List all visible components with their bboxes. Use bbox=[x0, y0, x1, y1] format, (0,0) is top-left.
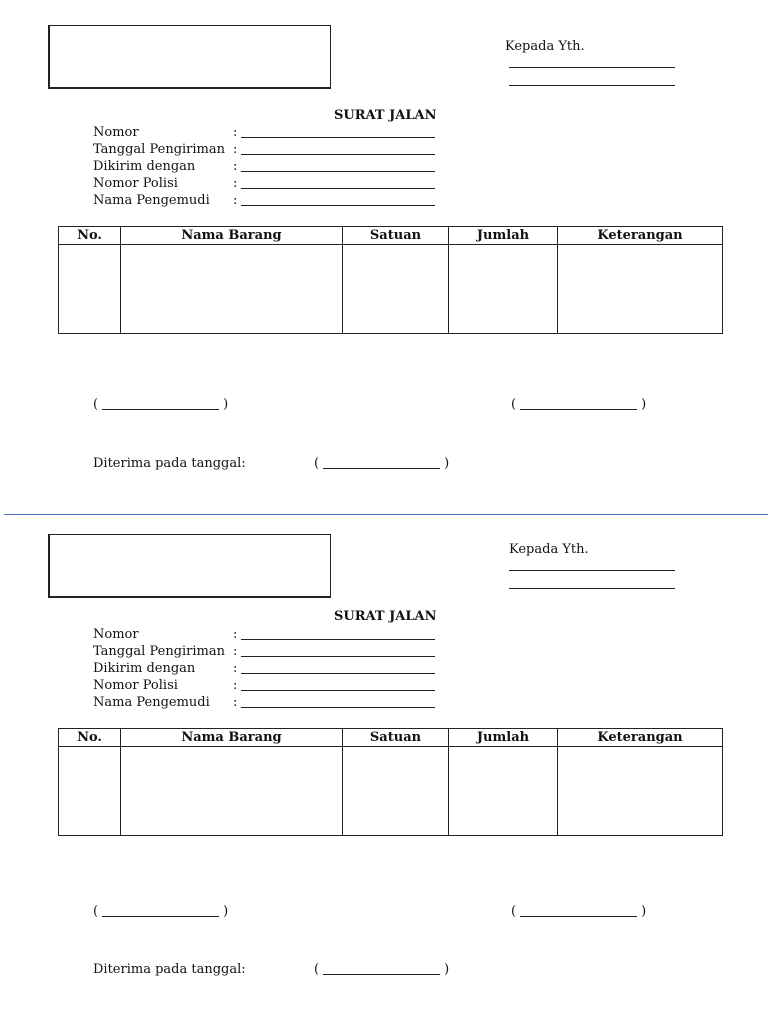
paren-close: ) bbox=[641, 397, 647, 412]
field-colon: : bbox=[233, 125, 238, 140]
table-cell-nama-barang[interactable] bbox=[121, 747, 343, 836]
field-input-tanggal-pengiriman[interactable] bbox=[241, 154, 435, 155]
field-label-dikirim-dengan: Dikirim dengan bbox=[93, 661, 196, 676]
field-label-nomor-polisi: Nomor Polisi bbox=[93, 176, 178, 191]
items-table bbox=[58, 728, 723, 836]
receiver-signature bbox=[511, 904, 646, 919]
column-header-keterangan: Keterangan bbox=[558, 729, 723, 747]
items-table bbox=[58, 226, 723, 334]
field-colon: : bbox=[233, 142, 238, 157]
field-input-dikirim-dengan[interactable] bbox=[241, 171, 435, 172]
paren-open: ( bbox=[314, 962, 320, 977]
recipient-line-1[interactable] bbox=[509, 67, 675, 68]
recipient-label: Kepada Yth. bbox=[505, 39, 585, 54]
field-colon: : bbox=[233, 678, 238, 693]
table-header-row bbox=[59, 227, 723, 245]
table-cell-keterangan[interactable] bbox=[558, 747, 723, 836]
field-label-nama-pengemudi: Nama Pengemudi bbox=[93, 193, 210, 208]
recipient-line-2[interactable] bbox=[509, 85, 675, 86]
received-signature-line[interactable] bbox=[323, 468, 440, 469]
recipient-label: Kepada Yth. bbox=[509, 542, 589, 557]
received-signature bbox=[314, 456, 449, 471]
column-header-keterangan: Keterangan bbox=[558, 227, 723, 245]
field-label-nomor-polisi: Nomor Polisi bbox=[93, 678, 178, 693]
recipient-line-2[interactable] bbox=[509, 588, 675, 589]
field-label-nama-pengemudi: Nama Pengemudi bbox=[93, 695, 210, 710]
field-label-tanggal-pengiriman: Tanggal Pengiriman bbox=[93, 142, 225, 157]
table-cell-jumlah[interactable] bbox=[449, 747, 558, 836]
paren-close: ) bbox=[444, 456, 450, 471]
field-input-nomor-polisi[interactable] bbox=[241, 690, 435, 691]
field-input-nama-pengemudi[interactable] bbox=[241, 707, 435, 708]
field-input-nomor[interactable] bbox=[241, 639, 435, 640]
paren-close: ) bbox=[444, 962, 450, 977]
table-header-row bbox=[59, 729, 723, 747]
receiver-signature-line[interactable] bbox=[520, 916, 637, 917]
sender-signature bbox=[93, 397, 228, 412]
field-colon: : bbox=[233, 695, 238, 710]
field-label-nomor: Nomor bbox=[93, 627, 139, 642]
paren-open: ( bbox=[314, 456, 320, 471]
column-header-satuan: Satuan bbox=[343, 729, 449, 747]
field-colon: : bbox=[233, 644, 238, 659]
recipient-line-1[interactable] bbox=[509, 570, 675, 571]
table-row bbox=[59, 747, 723, 836]
paren-close: ) bbox=[223, 397, 229, 412]
received-date-label: Diterima pada tanggal: bbox=[93, 456, 246, 471]
table-cell-satuan[interactable] bbox=[343, 747, 449, 836]
table-row bbox=[59, 245, 723, 334]
sender-signature-line[interactable] bbox=[102, 916, 219, 917]
table-cell-no[interactable] bbox=[59, 747, 121, 836]
paren-open: ( bbox=[93, 397, 99, 412]
column-header-jumlah: Jumlah bbox=[449, 227, 558, 245]
table-cell-keterangan[interactable] bbox=[558, 245, 723, 334]
field-input-nama-pengemudi[interactable] bbox=[241, 205, 435, 206]
page-divider bbox=[4, 514, 768, 515]
field-input-nomor[interactable] bbox=[241, 137, 435, 138]
field-colon: : bbox=[233, 176, 238, 191]
receiver-signature-line[interactable] bbox=[520, 409, 637, 410]
paren-open: ( bbox=[93, 904, 99, 919]
column-header-jumlah: Jumlah bbox=[449, 729, 558, 747]
field-label-nomor: Nomor bbox=[93, 125, 139, 140]
field-input-nomor-polisi[interactable] bbox=[241, 188, 435, 189]
table-cell-jumlah[interactable] bbox=[449, 245, 558, 334]
column-header-no: No. bbox=[59, 227, 121, 245]
field-input-tanggal-pengiriman[interactable] bbox=[241, 656, 435, 657]
column-header-nama-barang: Nama Barang bbox=[121, 227, 343, 245]
field-label-tanggal-pengiriman: Tanggal Pengiriman bbox=[93, 644, 225, 659]
paren-open: ( bbox=[511, 904, 517, 919]
document-title: SURAT JALAN bbox=[334, 609, 437, 624]
field-colon: : bbox=[233, 661, 238, 676]
document-title: SURAT JALAN bbox=[334, 108, 437, 123]
field-colon: : bbox=[233, 193, 238, 208]
column-header-satuan: Satuan bbox=[343, 227, 449, 245]
receiver-signature bbox=[511, 397, 646, 412]
company-logo-box bbox=[48, 25, 331, 89]
column-header-nama-barang: Nama Barang bbox=[121, 729, 343, 747]
received-signature-line[interactable] bbox=[323, 974, 440, 975]
field-colon: : bbox=[233, 627, 238, 642]
paren-open: ( bbox=[511, 397, 517, 412]
table-cell-satuan[interactable] bbox=[343, 245, 449, 334]
field-label-dikirim-dengan: Dikirim dengan bbox=[93, 159, 196, 174]
received-signature bbox=[314, 962, 449, 977]
table-cell-nama-barang[interactable] bbox=[121, 245, 343, 334]
received-date-label: Diterima pada tanggal: bbox=[93, 962, 246, 977]
paren-close: ) bbox=[223, 904, 229, 919]
sender-signature bbox=[93, 904, 228, 919]
paren-close: ) bbox=[641, 904, 647, 919]
column-header-no: No. bbox=[59, 729, 121, 747]
field-input-dikirim-dengan[interactable] bbox=[241, 673, 435, 674]
company-logo-box bbox=[48, 534, 331, 598]
sender-signature-line[interactable] bbox=[102, 409, 219, 410]
table-cell-no[interactable] bbox=[59, 245, 121, 334]
field-colon: : bbox=[233, 159, 238, 174]
